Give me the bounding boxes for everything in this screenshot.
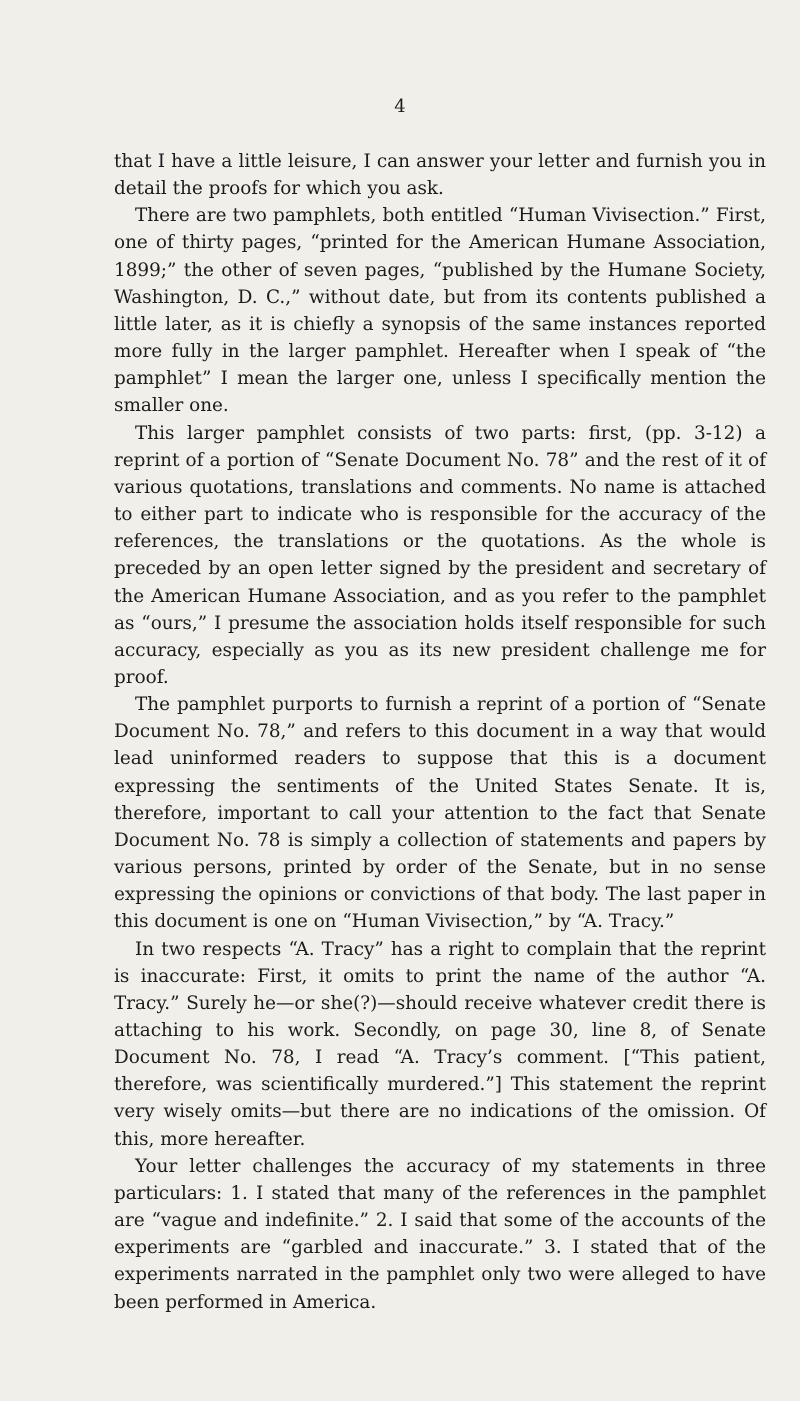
paragraph-3: This larger pamphlet consists of two parts: first, (pp. 3-12) a reprint of a portion of “Senate Document No. 78” and the rest of it of various quotations, translations and comments. No name is attached to either part to indicate who is responsible for the accuracy of the references, the translations or the quotations. As the whole is preceded by an open letter signed by the president and secretary of the American Humane Association, and as you refer to the pamphlet as “ours,” I presume the association holds itself responsible for such accuracy, especially as you as its new president challenge me for proof. <box>114 422 766 688</box>
paragraph-1: that I have a little leisure, I can answer your letter and furnish you in detail the proofs for which you ask. <box>114 151 766 200</box>
paragraph-6: Your letter challenges the accuracy of my statements in three particulars: 1. I stated that many of the references in the pamphlet are “vague and indefinite.” 2. I said that some of the accounts of the experiments are “garbled and inaccurate.” 3. I stated that of the experiments narrated in the pamphlet only two were alleged to have been performed in America. <box>114 1155 766 1313</box>
paragraph-4: The pamphlet purports to furnish a reprint of a portion of “Senate Document No. 78,” and refers to this document in a way that would lead uninformed readers to suppose that this is a document expressing the sentiments of the United States Senate. It is, therefore, important to call your attention to the fact that Senate Document No. 78 is simply a collection of statements and papers by various persons, printed by order of the Senate, but in no sense expressing the opinions or convictions of that body. The last paper in this document is one on “Human Vivisection,” by “A. Tracy.” <box>114 694 766 933</box>
paragraph-2: There are two pamphlets, both entitled “Human Vivisection.” First, one of thirty pages, “printed for the American Humane Association, 1899;” the other of seven pages, “published by the Humane Society, Washington, D. C.,” without date, but from its contents published a little later, as it is chiefly a synopsis of the same instances reported more fully in the larger pamphlet. Hereafter when I speak of “the pamphlet” I mean the larger one, unless I specifically mention the smaller one. <box>114 205 766 417</box>
page-number: 4 <box>394 96 406 117</box>
body-text <box>114 148 766 1316</box>
paragraph-5: In two respects “A. Tracy” has a right to complain that the reprint is inaccurate: First, it omits to print the name of the author “A. Tracy.” Surely he—or she(?)—should receive whatever credit there is attaching to his work. Secondly, on page 30, line 8, of Senate Document No. 78, I read “A. Tracy’s comment. [“This patient, therefore, was scientifically murdered.”] This statement the reprint very wisely omits—but there are no indications of the omission. Of this, more hereafter. <box>114 938 766 1150</box>
